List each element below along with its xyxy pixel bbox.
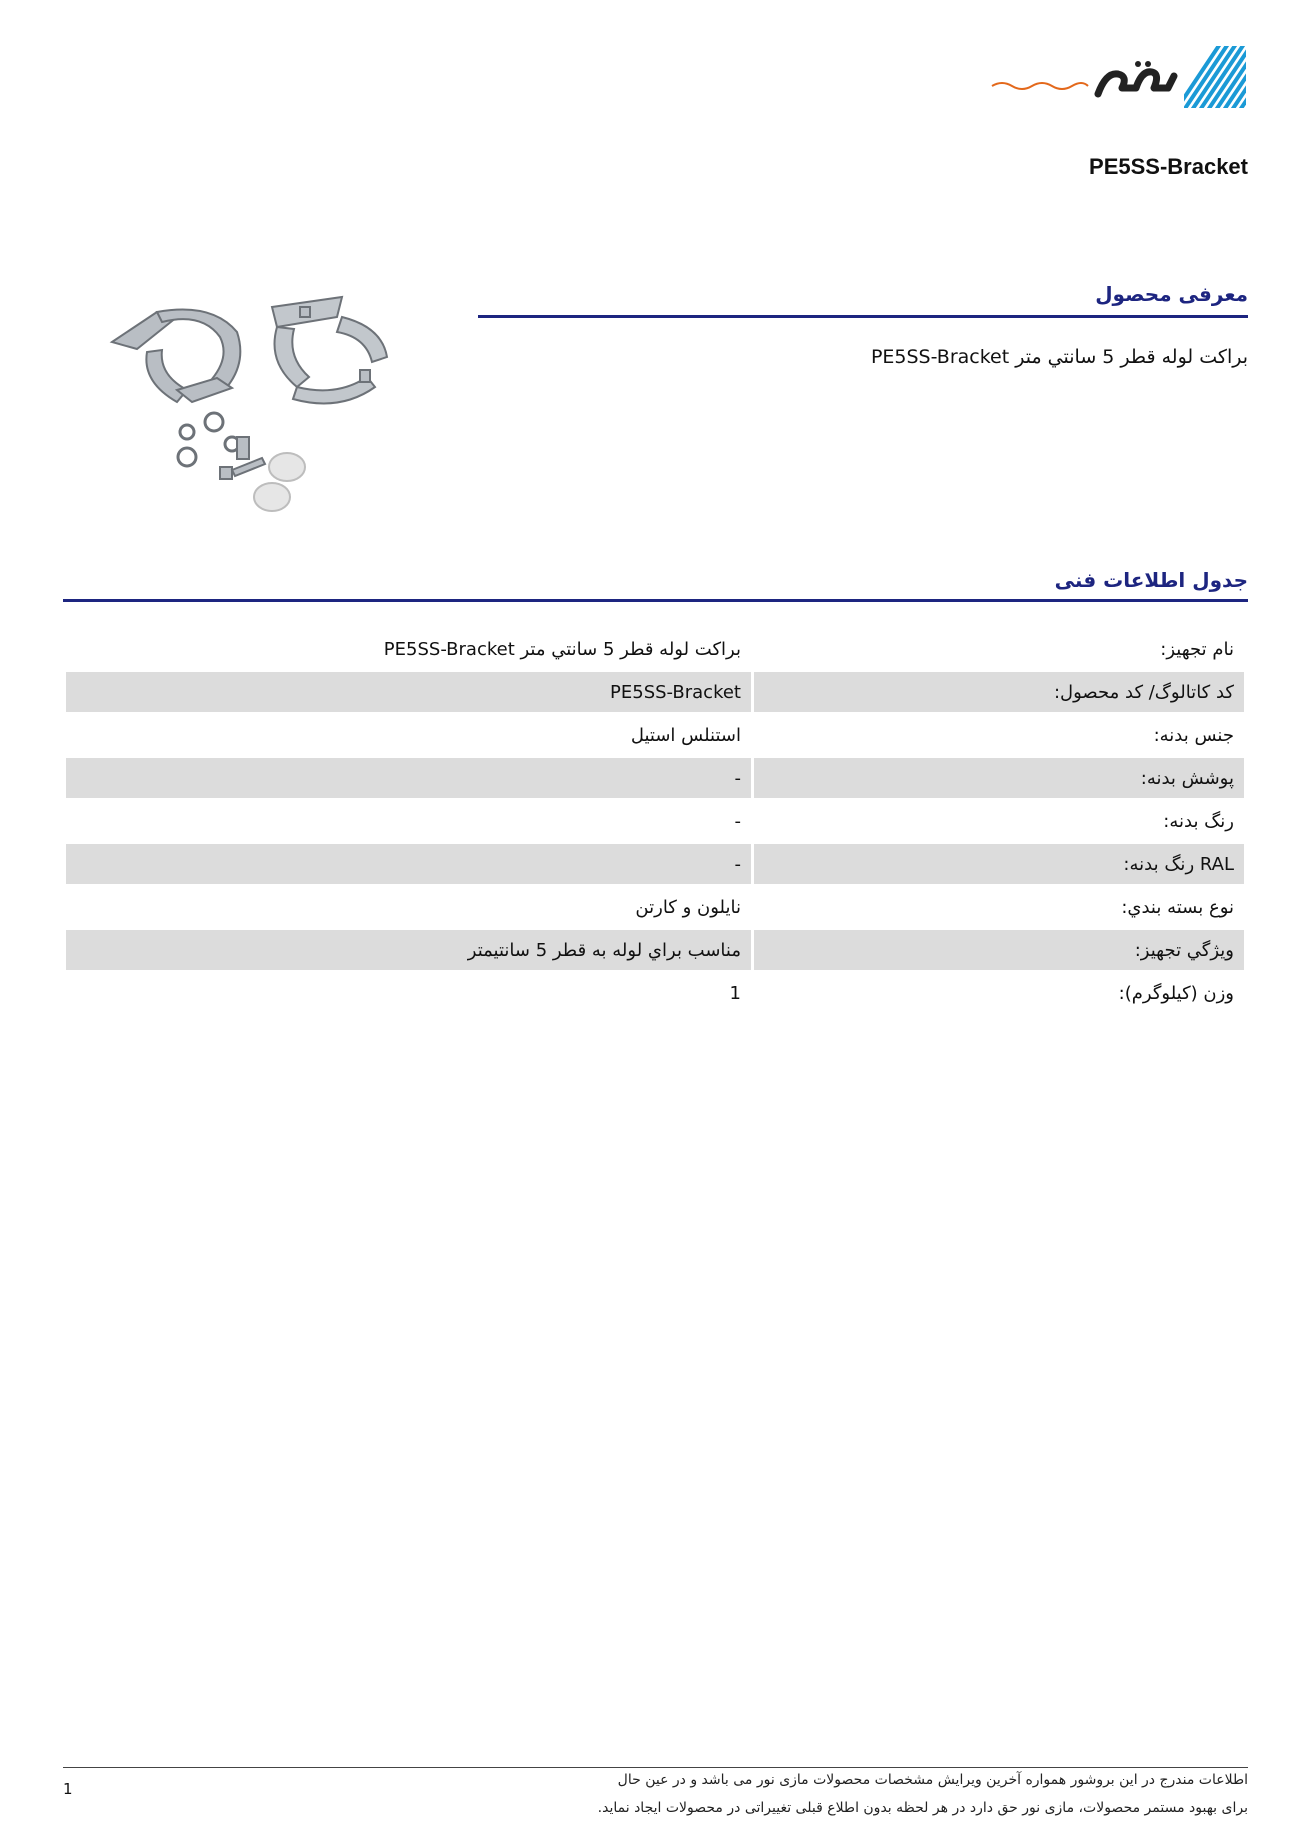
- spec-label: پوشش بدنه:: [754, 758, 1244, 798]
- page-number: 1: [63, 1780, 73, 1798]
- spec-label: وزن (کیلوگرم):: [1118, 982, 1234, 1004]
- footer-disclaimer-line-1: اطلاعات مندرج در این بروشور همواره آخرین ویرایش مشخصات محصولات مازی نور می باشد و در عین حال: [617, 1772, 1248, 1788]
- specs-table: [63, 626, 1247, 1016]
- company-logo: [988, 42, 1248, 112]
- spec-label: نام تجهیز:: [1160, 638, 1234, 660]
- logo-slogan: [992, 83, 1088, 89]
- spec-label: RAL رنگ بدنه:: [754, 844, 1244, 884]
- table-row: [66, 758, 1244, 798]
- table-row: [66, 629, 1244, 669]
- specs-section-rule: [63, 599, 1248, 602]
- spec-label: کد کاتالوگ/ کد محصول:: [754, 672, 1244, 712]
- spec-label: نوع بسته بندي:: [1121, 896, 1234, 918]
- spec-value: استنلس استیل: [630, 724, 741, 746]
- intro-section-rule: [478, 315, 1248, 318]
- table-row: [66, 801, 1244, 841]
- spec-label: رنگ بدنه:: [1163, 810, 1234, 832]
- product-code-heading: PE5SS-Bracket: [1089, 154, 1248, 179]
- table-row: [66, 715, 1244, 755]
- table-row: [66, 844, 1244, 884]
- spec-value: -: [734, 810, 741, 832]
- spec-label: ويژگي تجهیز:: [754, 930, 1244, 970]
- table-row: [66, 930, 1244, 970]
- spec-value: براكت لوله قطر 5 سانتي متر PE5SS-Bracket: [383, 638, 741, 660]
- spec-value: PE5SS-Bracket: [66, 672, 751, 712]
- table-row: [66, 672, 1244, 712]
- spec-value: مناسب براي لوله به قطر 5 سانتيمتر: [66, 930, 751, 970]
- table-row: [66, 887, 1244, 927]
- spec-value: -: [66, 758, 751, 798]
- spec-label: جنس بدنه:: [1153, 724, 1234, 746]
- intro-section-title: معرفی محصول: [1095, 282, 1248, 306]
- specs-section-title: جدول اطلاعات فنی: [1054, 568, 1248, 592]
- product-image: [92, 282, 432, 522]
- product-description: براكت لوله قطر 5 سانتي متر PE5SS-Bracket: [870, 346, 1248, 368]
- footer-disclaimer-line-2: برای بهبود مستمر محصولات، مازی نور حق دارد در هر لحظه بدون اطلاع قبلی تغییراتی در محصولات ایجاد نماید.: [597, 1800, 1248, 1816]
- spec-value: 1: [729, 982, 741, 1004]
- table-row: [66, 973, 1244, 1013]
- spec-value: -: [66, 844, 751, 884]
- footer-rule: [63, 1767, 1248, 1768]
- spec-value: نايلون و كارتن: [635, 896, 741, 918]
